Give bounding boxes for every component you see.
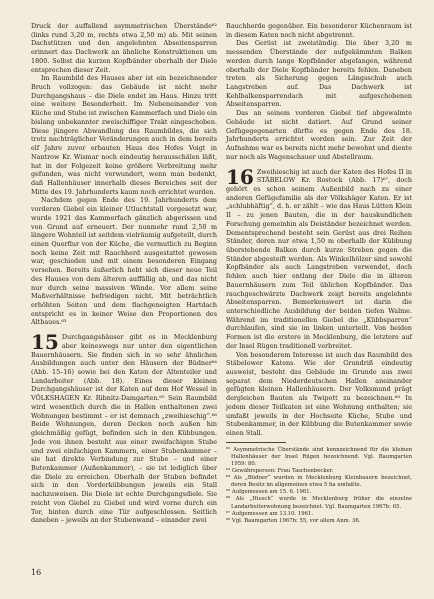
- footnote: ⁶³ Gewährsperson: Frau Taschenbecker.: [226, 468, 334, 475]
- body-paragraph: Im Raumbild des Hauses aber ist ein bezeichnender Bruch vollzogen: das Gebäude ist nicht mehr Durchgangshaus – die Diele endet im Haus. Hinzu tritt eine weitere Besonderheit. Im Nebeneinander von Küche und Stube ist zwischen Kammerfach und Diele ein bislang unbekannter zweischiffiger Trakt eingeschoben. Diese jüngere Abwandlung des Raumbildes, die sich trotz nachträglicher Veränderungen auch in dem bereits elf Jahre zuvor erbauten Haus des Hofes Voigt in Nantrow Kr. Wismar noch eindeutig herausschälen läßt, hat in der Folgezeit keine größere Verbreitung mehr gefunden, was nicht verwundert, wenn man bedenkt, daß Hallenhäuser innerhalb dieses Bereiches seit der Mitte des 19. Jahrhunderts kaum noch errichtet wurden.: [31, 74, 217, 196]
- body-paragraph: Druck der auffallend asymmetrischen Überstände⁶² (links rund 3,20 m, rechts etwa 2,50 m) ab. Mit seinen Dachstützen und den angelehnten Abseitensparren erinnert das Dachwerk an ähnliche Konstruktionen um 1800. Selbst die kurzen Kopfbänder oberhalb der Diele entsprechen dieser Zeit.: [31, 22, 217, 74]
- footnote-divider: [226, 442, 286, 443]
- left-text-column: [31, 22, 217, 525]
- footnote: ⁶² Asymmetrische Überstände sind kennzeichnend für die kleinen Hallenhäuser der Insel Rügen bezeichnend. Vgl. Baumgarten 1959: 80.: [226, 446, 412, 467]
- section-number: 15: [31, 330, 59, 355]
- body-paragraph: Rauchherde gegenüber. Ein besonderer Küchenraum ist in diesem Katen noch nicht abgetrennt.: [226, 22, 412, 39]
- body-paragraph: Das Gerüst ist zweiständig. Die über 3,20 m messenden Überstände der aufgekämmten Balken werden durch lange Kopfbänder abgefangen, während oberhalb der Diele Kopfbänder bereits fehlen. Daneben treten als Sicherung gegen Längsschub auch Langstreben auf. Das Dachwerk ist Kehlbalkensparrendach mit aufgeschobenen Abseitensparren.: [226, 39, 412, 109]
- footnote: ⁶⁴ Als „Büdner“ wurden in Mecklenburg Kleinbauern bezeichnet, deren Besitz im allgemeinen etwa 5 ha umfaßte.: [226, 475, 412, 489]
- body-paragraph: Von besonderem Interesse ist auch das Raumbild des Stäbelower Katens. Wie der Grundriß eindeutig ausweist, besteht das Gebäude im Grunde aus zwei separat dem Niederdeutschen Hallen aneinander gefügten kleinen Hallenhäusern. Der Volksmund prägt dergleichen Bauten als Twipott zu bezeichnen.⁶⁸ In jedem dieser Teilkaten ist eine Wohnung enthalten; sie umfaßt jeweils in der Hochseite Küche, Stube und Stubenkammer, in der Kübbung die Butenkammer sowie einen Stall.: [226, 350, 412, 438]
- footnote: ⁶⁷ Aufgemessen am 13.10. 1961.: [226, 510, 314, 517]
- page-number: 16: [31, 568, 42, 577]
- body-paragraph: Nachdem gegen Ende des 19. Jahrhunderts dem vorderen Giebel ein kleiner Utluchtstall vorgesetzt war, wurde 1921 das Kammerfach gänzlich abgerissen und von Grund auf erneuert. Der nunmehr rund 2,50 m längere Wohnteil ist seitdem vielräumig aufgeteilt, durch einen Querflur von der Küche, die vermutlich zu Beginn noch keine Zeit mit Rauchherd ausgestattet gewesen war, geschieden und mit einem besonderen Eingang versehen. Bereits äußerlich hebt sich dieser neue Teil des Hauses von dem älteren auffällig ab, und das nicht nur durch seine massiven Wände. Vor allem seine Maßverhältnisse befriedigen nicht. Mit beträchtlich erhöhten Seiten und dem flachgeneigten Hartdach entspricht es in keiner Weise den Proportionen des Altbaues.⁶³: [31, 196, 217, 327]
- footnote: ⁶⁶ Als „Hiesch“ wurde in Mecklenburg früher die einzelne Landarbeiterwohnung bezeichnet. Vgl. Baumgarten 1967b: 65.: [226, 496, 412, 510]
- body-paragraph: Das an seinem vorderen Giebel tief abgewalmte Gebäude ist nicht datiert. Auf Grund seiner Gefügegegenarten dürfte es gegen Ende des 18. Jahrhunderts errichtet worden sein. Zur Zeit der Aufnahme war es bereits nicht mehr bewohnt und diente nur noch als Wagenschauer und Abstellraum.: [226, 109, 412, 161]
- footnote: ⁶⁸ Vgl. Baumgarten 1967b: 55, vor allem Anm. 36.: [226, 517, 361, 524]
- section-paragraph-text: Durchgangshäuser gibt es in Mecklenburg aber keineswegs nur unter den eigentlichen Bauernhäusern. Sie finden sich in so sehr ähnlichen Ausbildungen auch unter den Häusern der Büdner⁶⁴ (Abb. 15–16) sowie bei den Katen der Altenteiler und Landarbeiter (Abb. 18). Eines dieser kleinen Durchgangshäuser ist der Katen auf dem Hof Wessel in VÖLKSHAGEN Kr. Ribnitz-Damgarten.⁶⁵ Sein Raumbild wird wesentlich durch die in Hallen enthaltenen zwei Wohnungen bestimmt – er ist demnach „zweihieschig“.⁶⁶ Beide Wohnungen, deren Decken noch außen hin gleichmäßig gefügt, befinden sich in den Kübbungen. Jede von ihnen besteht aus einer zweifachigen Stube und zwei einfachigen Kammern, einer Stubenkammer – sie hat direkte Verbindung zur Stube – und einer Butenkammer (Außenkammer), – sie ist lediglich über die Diele zu erreichen. Oberhalb der Stuben befindet sich in den Vorderkübbungen jeweils ein Stall nachzuweisen. Die Diele ist echte Durchgangsdiele. Sie reicht von Giebel zu Giebel und wird vorne durch ein Tor, hinten durch eine Tür aufgeschlossen. Seitlich daneben – jeweils an der Stubenwand – einander zwei: [31, 333, 217, 525]
- footnotes: [226, 447, 412, 525]
- right-text-column: [226, 22, 412, 525]
- section-paragraph: [31, 330, 217, 525]
- footnote: ⁶⁵ Aufgemessen am 15. 6. 1961.: [226, 489, 312, 496]
- section-paragraph-text: Zweihieschig ist auch der Katen des Hofes II in STÄBELOW Kr. Rostock (Abb. 17)⁶⁷, doch gehört es schon seinem Außenbild nach zu einer anderen Gefügefamilie als der Völkshäger Katen. Er ist „schlubhäftig“, d. h. er zählt – wie das Haus Lütten Klein II – zu jenen Bauten, die in der hauskundlichen Forschung gemeinhin als Deiständer bezeichnet werden. Dementsprechend besteht sein Gerüst aus drei Reihen Ständer, deren nur etwa 1,50 m oberhalb der Kübbung überstehende Balken durch kurze Streben gegen die Ständer abgesteift werden. Als Winkelhölzer sind sowohl Kopfbänder als auch Langstreben verwendet, doch fehlen auch hier entlang der Diele die in älteren Bauernhäusern zum Teil üblichen Kopfbänder. Das rauchgeschwärzte Dachwerk zeigt bereits angelehnte Abseitensparren. Bemerkenswert ist darin die unterschiedliche Ausbildung der beiden tiefen Walme. Während im traditionellen Giebel die „Kübbsparren“ durchlaufen, sind sie im linken unterteilt. Von beiden Formen ist die erstere in Mecklenburg, die letztere auf der Insel Rügen traditionell verbreitet.: [226, 167, 412, 350]
- section-number: 16: [226, 164, 254, 189]
- section-paragraph: [226, 164, 412, 351]
